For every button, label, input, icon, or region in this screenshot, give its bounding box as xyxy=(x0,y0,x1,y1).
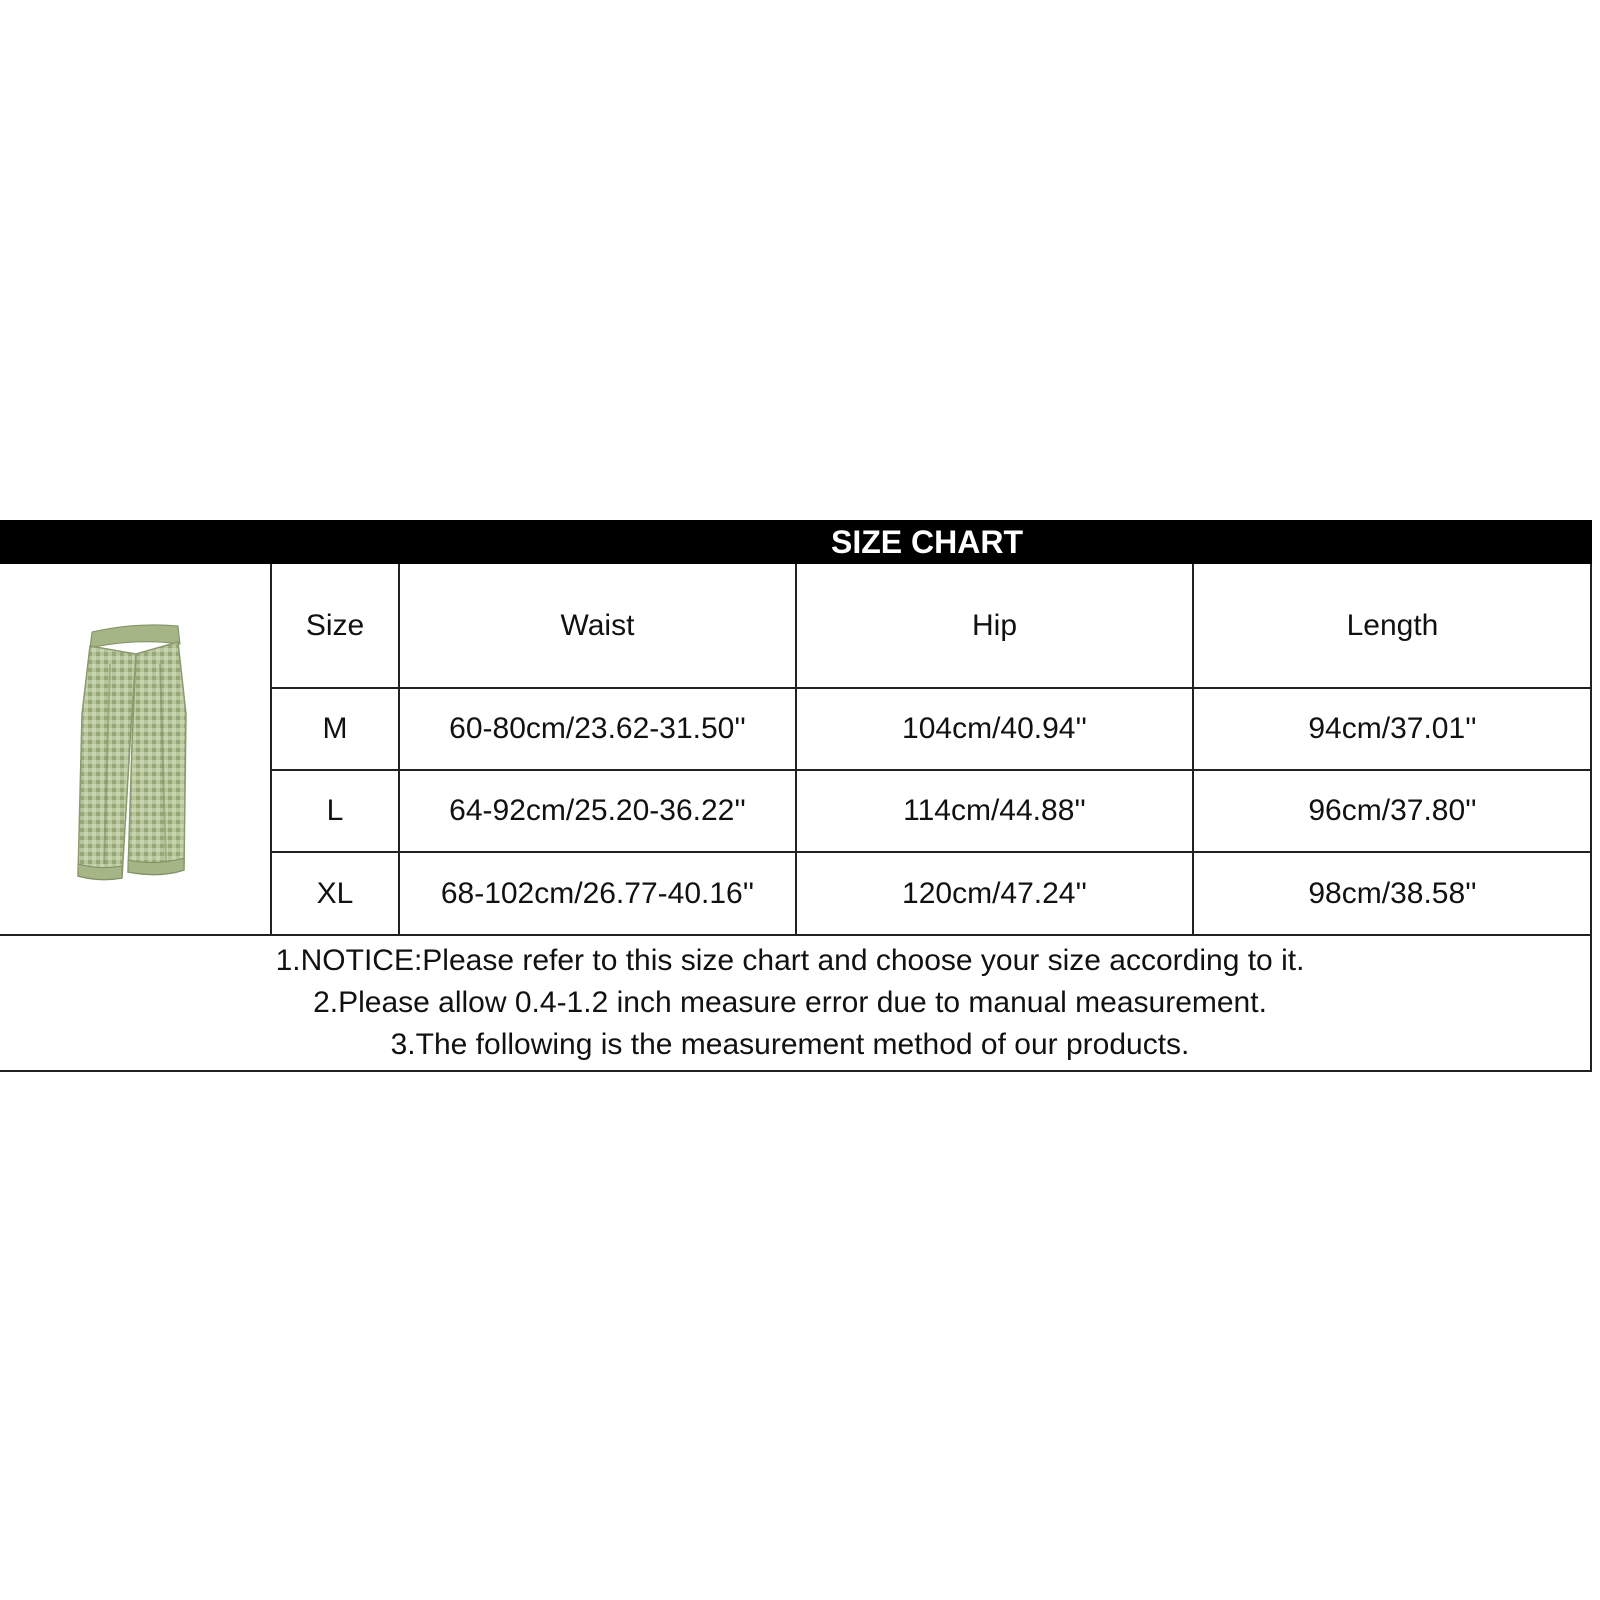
hip-cell: 114cm/44.88'' xyxy=(796,770,1193,852)
waist-cell: 60-80cm/23.62-31.50'' xyxy=(399,688,796,770)
length-cell: 94cm/37.01'' xyxy=(1193,688,1591,770)
note-line: 2.Please allow 0.4-1.2 inch measure error due to manual measurement. xyxy=(313,986,1267,1019)
note-line: 3.The following is the measurement method of our products. xyxy=(390,1028,1190,1061)
size-chart-grid xyxy=(0,564,1592,936)
header-size: Size xyxy=(271,564,399,688)
length-cell: 96cm/37.80'' xyxy=(1193,770,1591,852)
size-chart xyxy=(0,520,1592,1072)
header-hip: Hip xyxy=(796,564,1193,688)
size-cell: XL xyxy=(271,852,399,934)
size-table xyxy=(270,564,1591,934)
table-row xyxy=(271,770,1591,852)
size-cell: L xyxy=(271,770,399,852)
table-row xyxy=(271,852,1591,934)
size-cell: M xyxy=(271,688,399,770)
size-chart-title: SIZE CHART xyxy=(0,520,1592,564)
table-header-row xyxy=(271,564,1591,688)
waist-cell: 64-92cm/25.20-36.22'' xyxy=(399,770,796,852)
table-row xyxy=(271,688,1591,770)
hip-cell: 104cm/40.94'' xyxy=(796,688,1193,770)
size-notes xyxy=(0,936,1592,1072)
pants-product-image xyxy=(0,564,270,934)
header-waist: Waist xyxy=(399,564,796,688)
header-length: Length xyxy=(1193,564,1591,688)
note-line: 1.NOTICE:Please refer to this size chart and choose your size according to it. xyxy=(275,944,1305,977)
hip-cell: 120cm/47.24'' xyxy=(796,852,1193,934)
length-cell: 98cm/38.58'' xyxy=(1193,852,1591,934)
waist-cell: 68-102cm/26.77-40.16'' xyxy=(399,852,796,934)
